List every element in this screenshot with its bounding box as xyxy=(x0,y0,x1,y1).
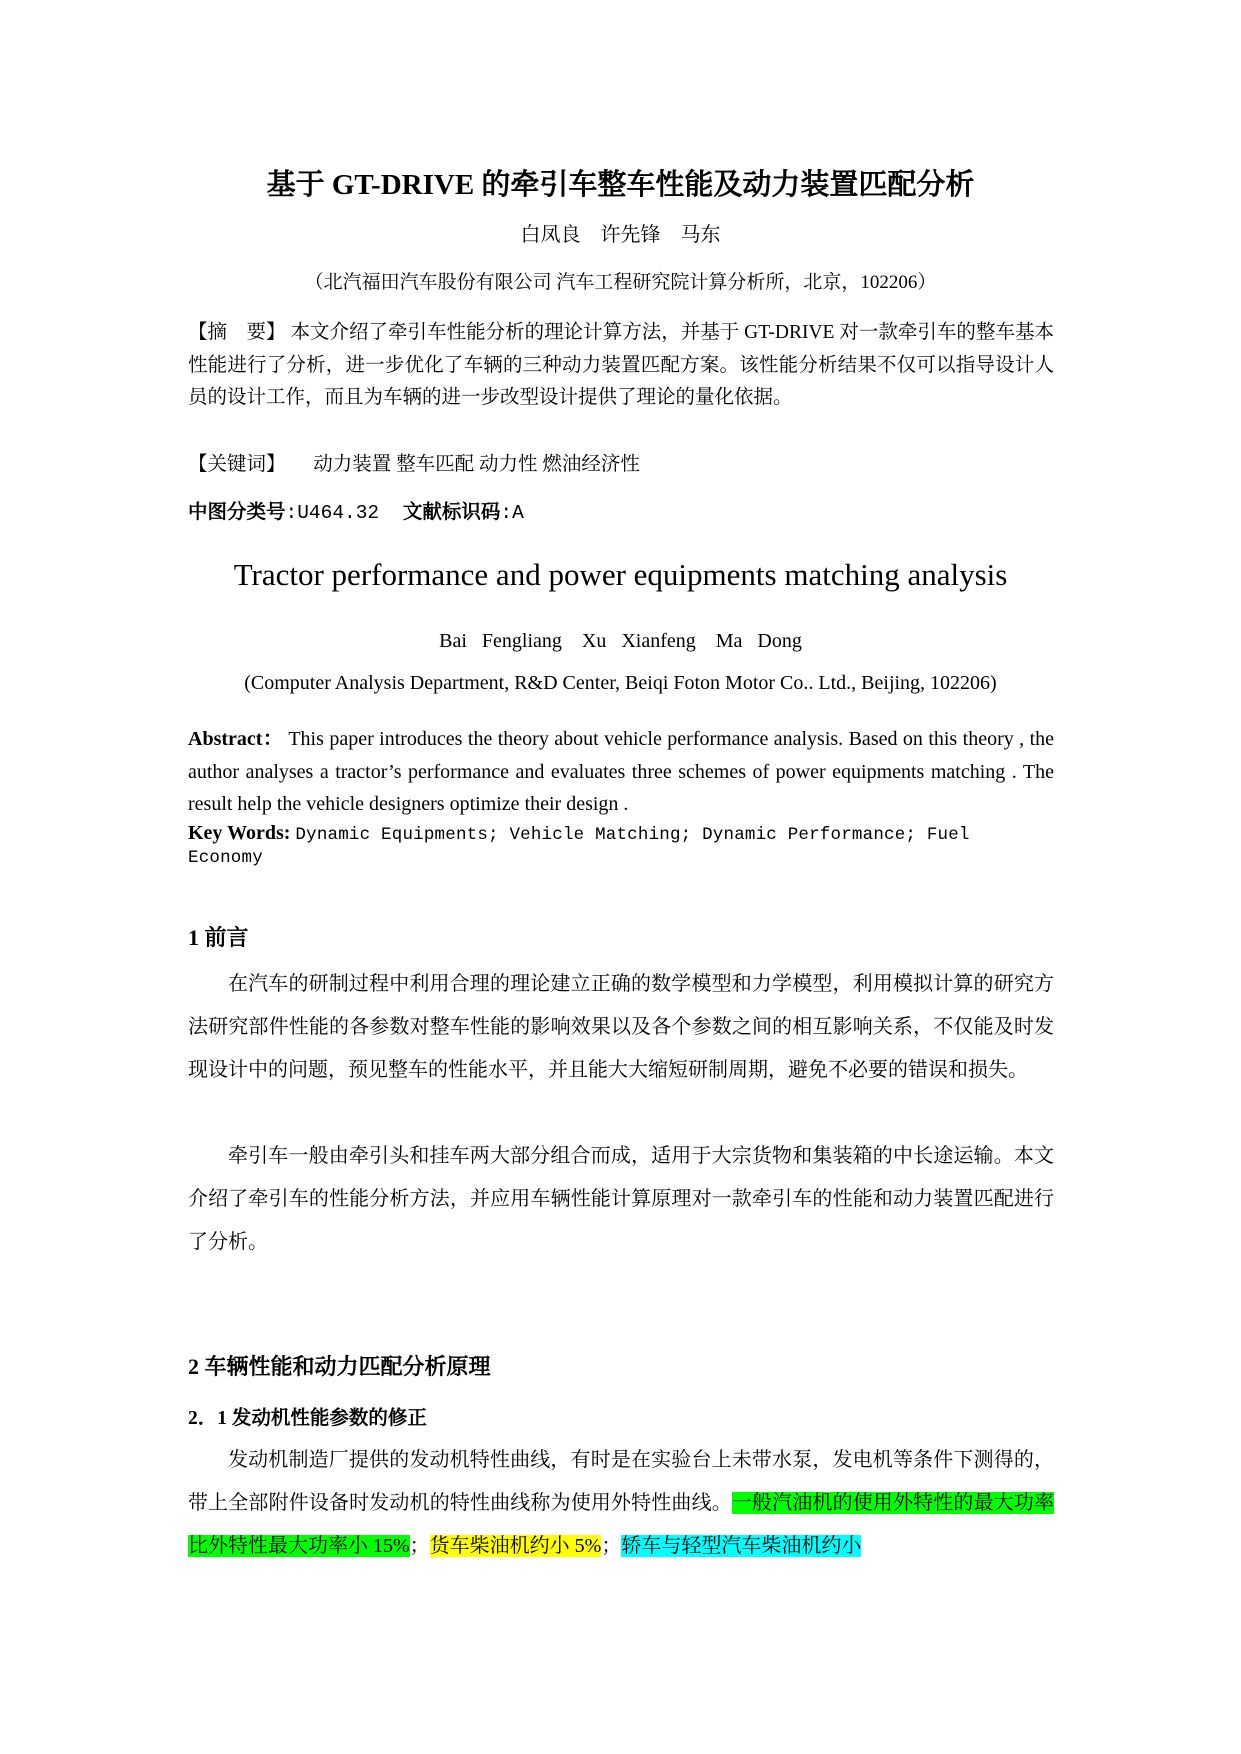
section-2-1-heading: 2．1 发动机性能参数的修正 xyxy=(188,1408,427,1429)
separator: ； xyxy=(601,1535,622,1557)
english-affiliation: (Computer Analysis Department, R&D Center, Beiqi Foton Motor Co.. Ltd., Beijing, 102206) xyxy=(244,672,997,694)
english-title: Tractor performance and power equipments matching analysis xyxy=(233,557,1008,592)
chinese-keywords-label: 【关键词】 xyxy=(188,454,286,475)
chinese-keywords xyxy=(188,448,1054,476)
section-1-paragraph-2: 牵引车一般由牵引头和挂车两大部分组合而成，适用于大宗货物和集装箱的中长途运输。本文介绍了牵引车的性能分析方法，并应用车辆性能计算原理对一款牵引车的性能和动力装置匹配进行了分析。 xyxy=(188,1145,1054,1253)
section-1-heading: 1 前言 xyxy=(188,925,249,950)
chinese-keywords-text: 动力装置 整车匹配 动力性 燃油经济性 xyxy=(313,454,640,475)
english-authors: Bai Fengliang Xu Xianfeng Ma Dong xyxy=(439,630,802,652)
chinese-abstract-label: 【摘 要】 xyxy=(188,322,286,343)
english-abstract xyxy=(188,723,1054,821)
separator: ； xyxy=(409,1535,430,1557)
chinese-affiliation: （北汽福田汽车股份有限公司 汽车工程研究院计算分析所，北京，102206） xyxy=(304,272,937,293)
english-keywords xyxy=(188,822,1054,868)
section-2-1-paragraph xyxy=(188,1439,1054,1568)
classification-line xyxy=(188,496,1054,524)
clc-value: :U464.32 xyxy=(285,502,380,524)
chinese-authors: 白凤良 许先锋 马东 xyxy=(520,224,721,246)
english-keywords-text: Dynamic Equipments; Vehicle Matching; Dynamic Performance; Fuel Economy xyxy=(188,825,970,868)
highlight-cyan: 轿车与轻型汽车柴油机约小 xyxy=(621,1535,862,1557)
doc-code-label: 文献标识码 xyxy=(402,502,501,523)
english-keywords-label: Key Words: xyxy=(188,822,291,844)
highlight-green: 一般汽油机的使用外特性的最大功率比外特性最大功率小 15% xyxy=(188,1492,1055,1557)
paragraph-text: 发动机制造厂提供的发动机特性曲线，有时是在实验台上未带水泵，发电机等条件下测得的，带上全部附件设备时发动机的特性曲线称为使用外特性曲线。 xyxy=(188,1449,1054,1514)
english-abstract-text: This paper introduces the theory about vehicle performance analysis. Based on this theory , the author analyses a tractor’s performance and evaluates three schemes of power equipments matching . The result help the vehicle designers optimize their design . xyxy=(188,728,1055,815)
english-abstract-label: Abstract： xyxy=(188,728,284,750)
chinese-abstract xyxy=(188,317,1054,415)
chinese-abstract-text: 本文介绍了牵引车性能分析的理论计算方法，并基于 GT-DRIVE 对一款牵引车的整车基本性能进行了分析，进一步优化了车辆的三种动力装置匹配方案。该性能分析结果不仅可以指导设计人员的设计工作，而且为车辆的进一步改型设计提供了理论的量化依据。 xyxy=(188,322,1054,408)
chinese-title: 基于 GT-DRIVE 的牵引车整车性能及动力装置匹配分析 xyxy=(266,169,975,201)
section-1-paragraph-1: 在汽车的研制过程中利用合理的理论建立正确的数学模型和力学模型，利用模拟计算的研究方法研究部件性能的各参数对整车性能的影响效果以及各个参数之间的相互影响关系，不仅能及时发现设计中的问题，预见整车的性能水平，并且能大大缩短研制周期，避免不必要的错误和损失。 xyxy=(188,973,1054,1081)
section-2-heading: 2 车辆性能和动力匹配分析原理 xyxy=(188,1354,491,1379)
doc-code-value: :A xyxy=(500,502,524,524)
clc-label: 中图分类号 xyxy=(188,502,286,523)
highlight-yellow: 货车柴油机约小 5% xyxy=(429,1535,602,1557)
